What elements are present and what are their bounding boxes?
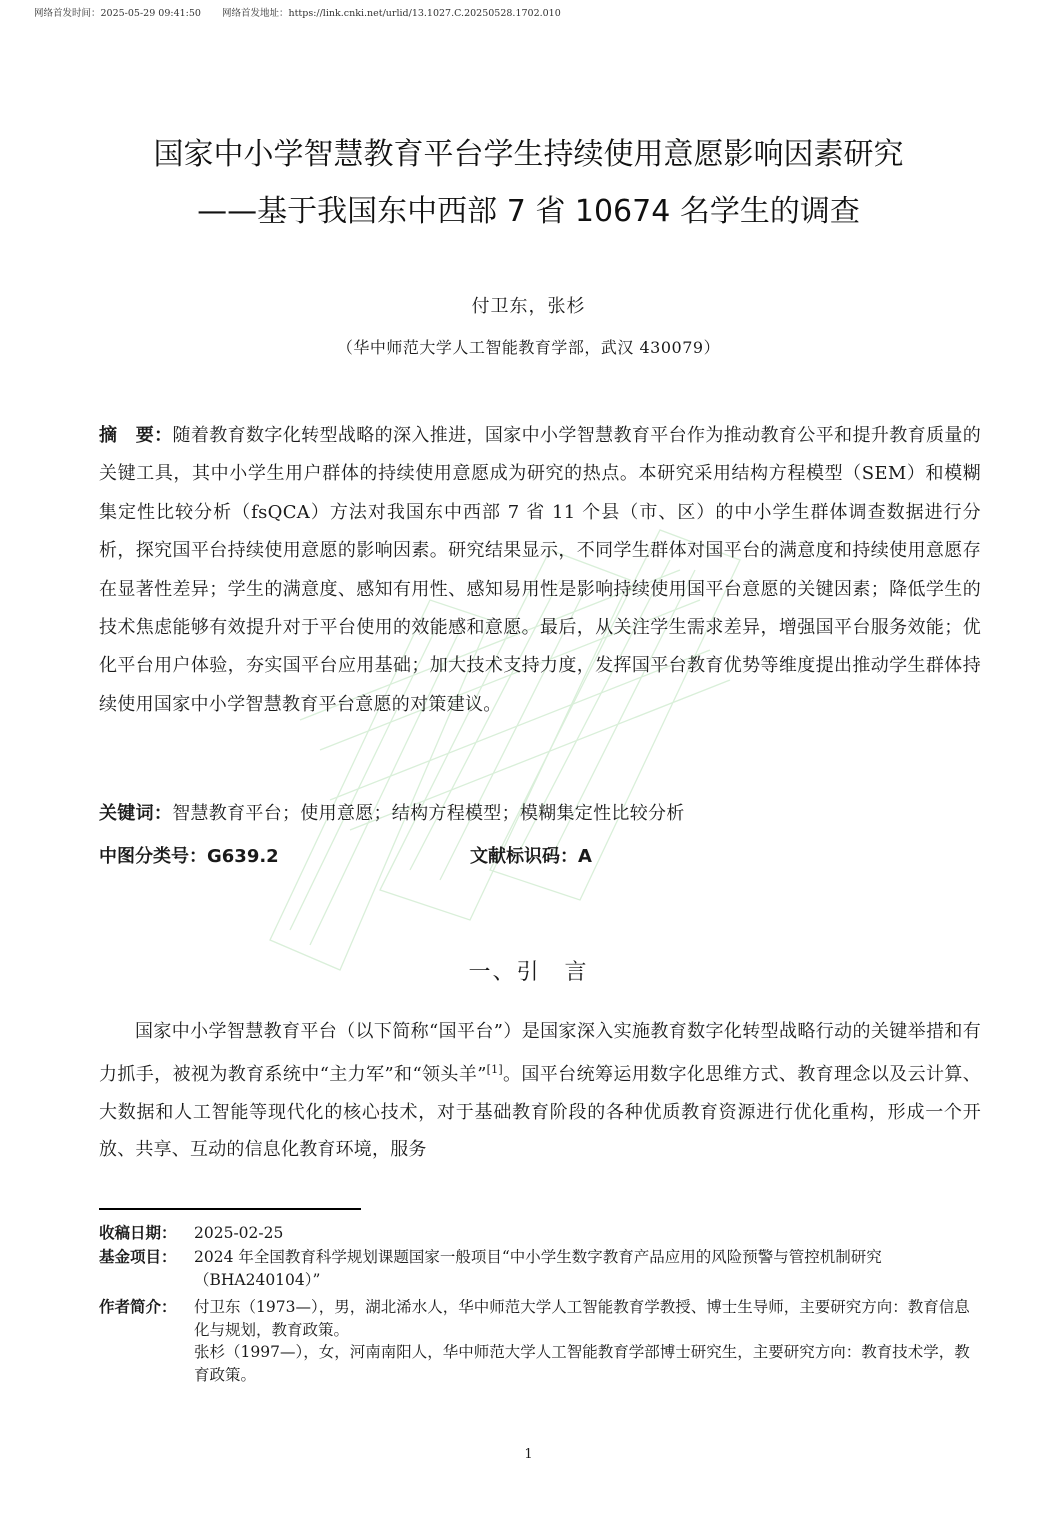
doc-code-value: A [578, 846, 592, 867]
author-list: 付卫东，张杉 [471, 296, 586, 317]
classification-value: G639.2 [207, 846, 279, 867]
abstract [99, 417, 981, 724]
keywords [99, 799, 981, 825]
citation-ref[interactable]: [1] [486, 1062, 503, 1076]
section-heading: 一、引 言 [468, 960, 589, 985]
abstract-text: 随着教育数字化转型战略的深入推进，国家中小学智慧教育平台作为推动教育公平和提升教育质量的关键工具，其中小学生用户群体的持续使用意愿成为研究的热点。本研究采用结构方程模型（SEM）和模糊集定性比较分析（fsQCA）方法对我国东中西部 7 省 11 个县（市、区）的中小学生群体调查数据进行分析，探究国平台持续使用意愿的影响因素。研究结果显示，不同学生群体对国平台的满意度和持续使用意愿存在显著性差异；学生的满意度、感知有用性、感知易用性是影响持续使用国平台意愿的关键因素；降低学生的技术焦虑能够有效提升对于平台使用的效能感和意愿。最后，从关注学生需求差异，增强国平台服务效能；优化平台用户体验，夯实国平台应用基础；加大技术支持力度，发挥国平台教育优势等维度提出推动学生群体持续使用国家中小学智慧教育平台意愿的对策建议。 [99, 425, 981, 715]
publish-address: 网络首发地址：https://link.cnki.net/urlid/13.1027.C.20250528.1702.010 [222, 8, 561, 19]
intro-text-b: 。国平台统筹运用数字化思维方式、教育理念以及云计算、大数据和人工智能等现代化的核心技术，对于基础教育阶段的各种优质教育资源进行优化重构，形成一个开放、共享、互动的信息化教育环境，服务 [99, 1063, 981, 1161]
doc-code-label: 文献标识码： [470, 846, 578, 867]
author-bio-1: 付卫东（1973—），男，湖北浠水人，华中师范大学人工智能教育学教授、博士生导师，主要研究方向：教育信息化与规划，教育政策。 [194, 1298, 970, 1339]
affiliation: （华中师范大学人工智能教育学部，武汉 430079） [336, 338, 721, 357]
page-number: 1 [524, 1447, 533, 1462]
document-code [470, 842, 592, 868]
received-value: 2025-02-25 [194, 1224, 284, 1242]
footnote-received [99, 1222, 981, 1245]
publish-time: 网络首发时间：2025-05-29 09:41:50 [34, 8, 201, 19]
classification-label: 中图分类号： [99, 846, 207, 867]
author-bio-label: 作者简介： [99, 1298, 177, 1316]
paper-subtitle: ——基于我国东中西部 7 省 10674 名学生的调查 [197, 194, 860, 229]
classification-number [99, 842, 279, 868]
paper-title: 国家中小学智慧教育平台学生持续使用意愿影响因素研究 [153, 137, 904, 172]
footnote-rule [99, 1208, 361, 1210]
received-label: 收稿日期： [99, 1224, 177, 1242]
keywords-text: 智慧教育平台；使用意愿；结构方程模型；模糊集定性比较分析 [172, 803, 685, 824]
abstract-label: 摘 要： [99, 425, 173, 446]
network-publish-header [34, 5, 579, 19]
fund-value: 2024 年全国教育科学规划课题国家一般项目“中小学生数字教育产品应用的风险预警与管控机制研究（BHA240104）” [194, 1248, 882, 1289]
intro-text-a: 国家中小学智慧教育平台（以下简称“国平台”）是国家深入实施教育数字化转型战略行动的关键举措和有力抓手，被视为教育系统中“主力军”和“领头羊” [99, 1021, 981, 1085]
footnote-fund [99, 1246, 981, 1291]
keywords-label: 关键词： [99, 803, 173, 824]
author-bio-2: 张杉（1997—），女，河南南阳人，华中师范大学人工智能教育学部博士研究生，主要研究方向：教育技术学，教育政策。 [194, 1343, 970, 1384]
fund-label: 基金项目： [99, 1248, 177, 1266]
footnote-author [99, 1296, 981, 1386]
intro-paragraph [99, 1013, 981, 1169]
